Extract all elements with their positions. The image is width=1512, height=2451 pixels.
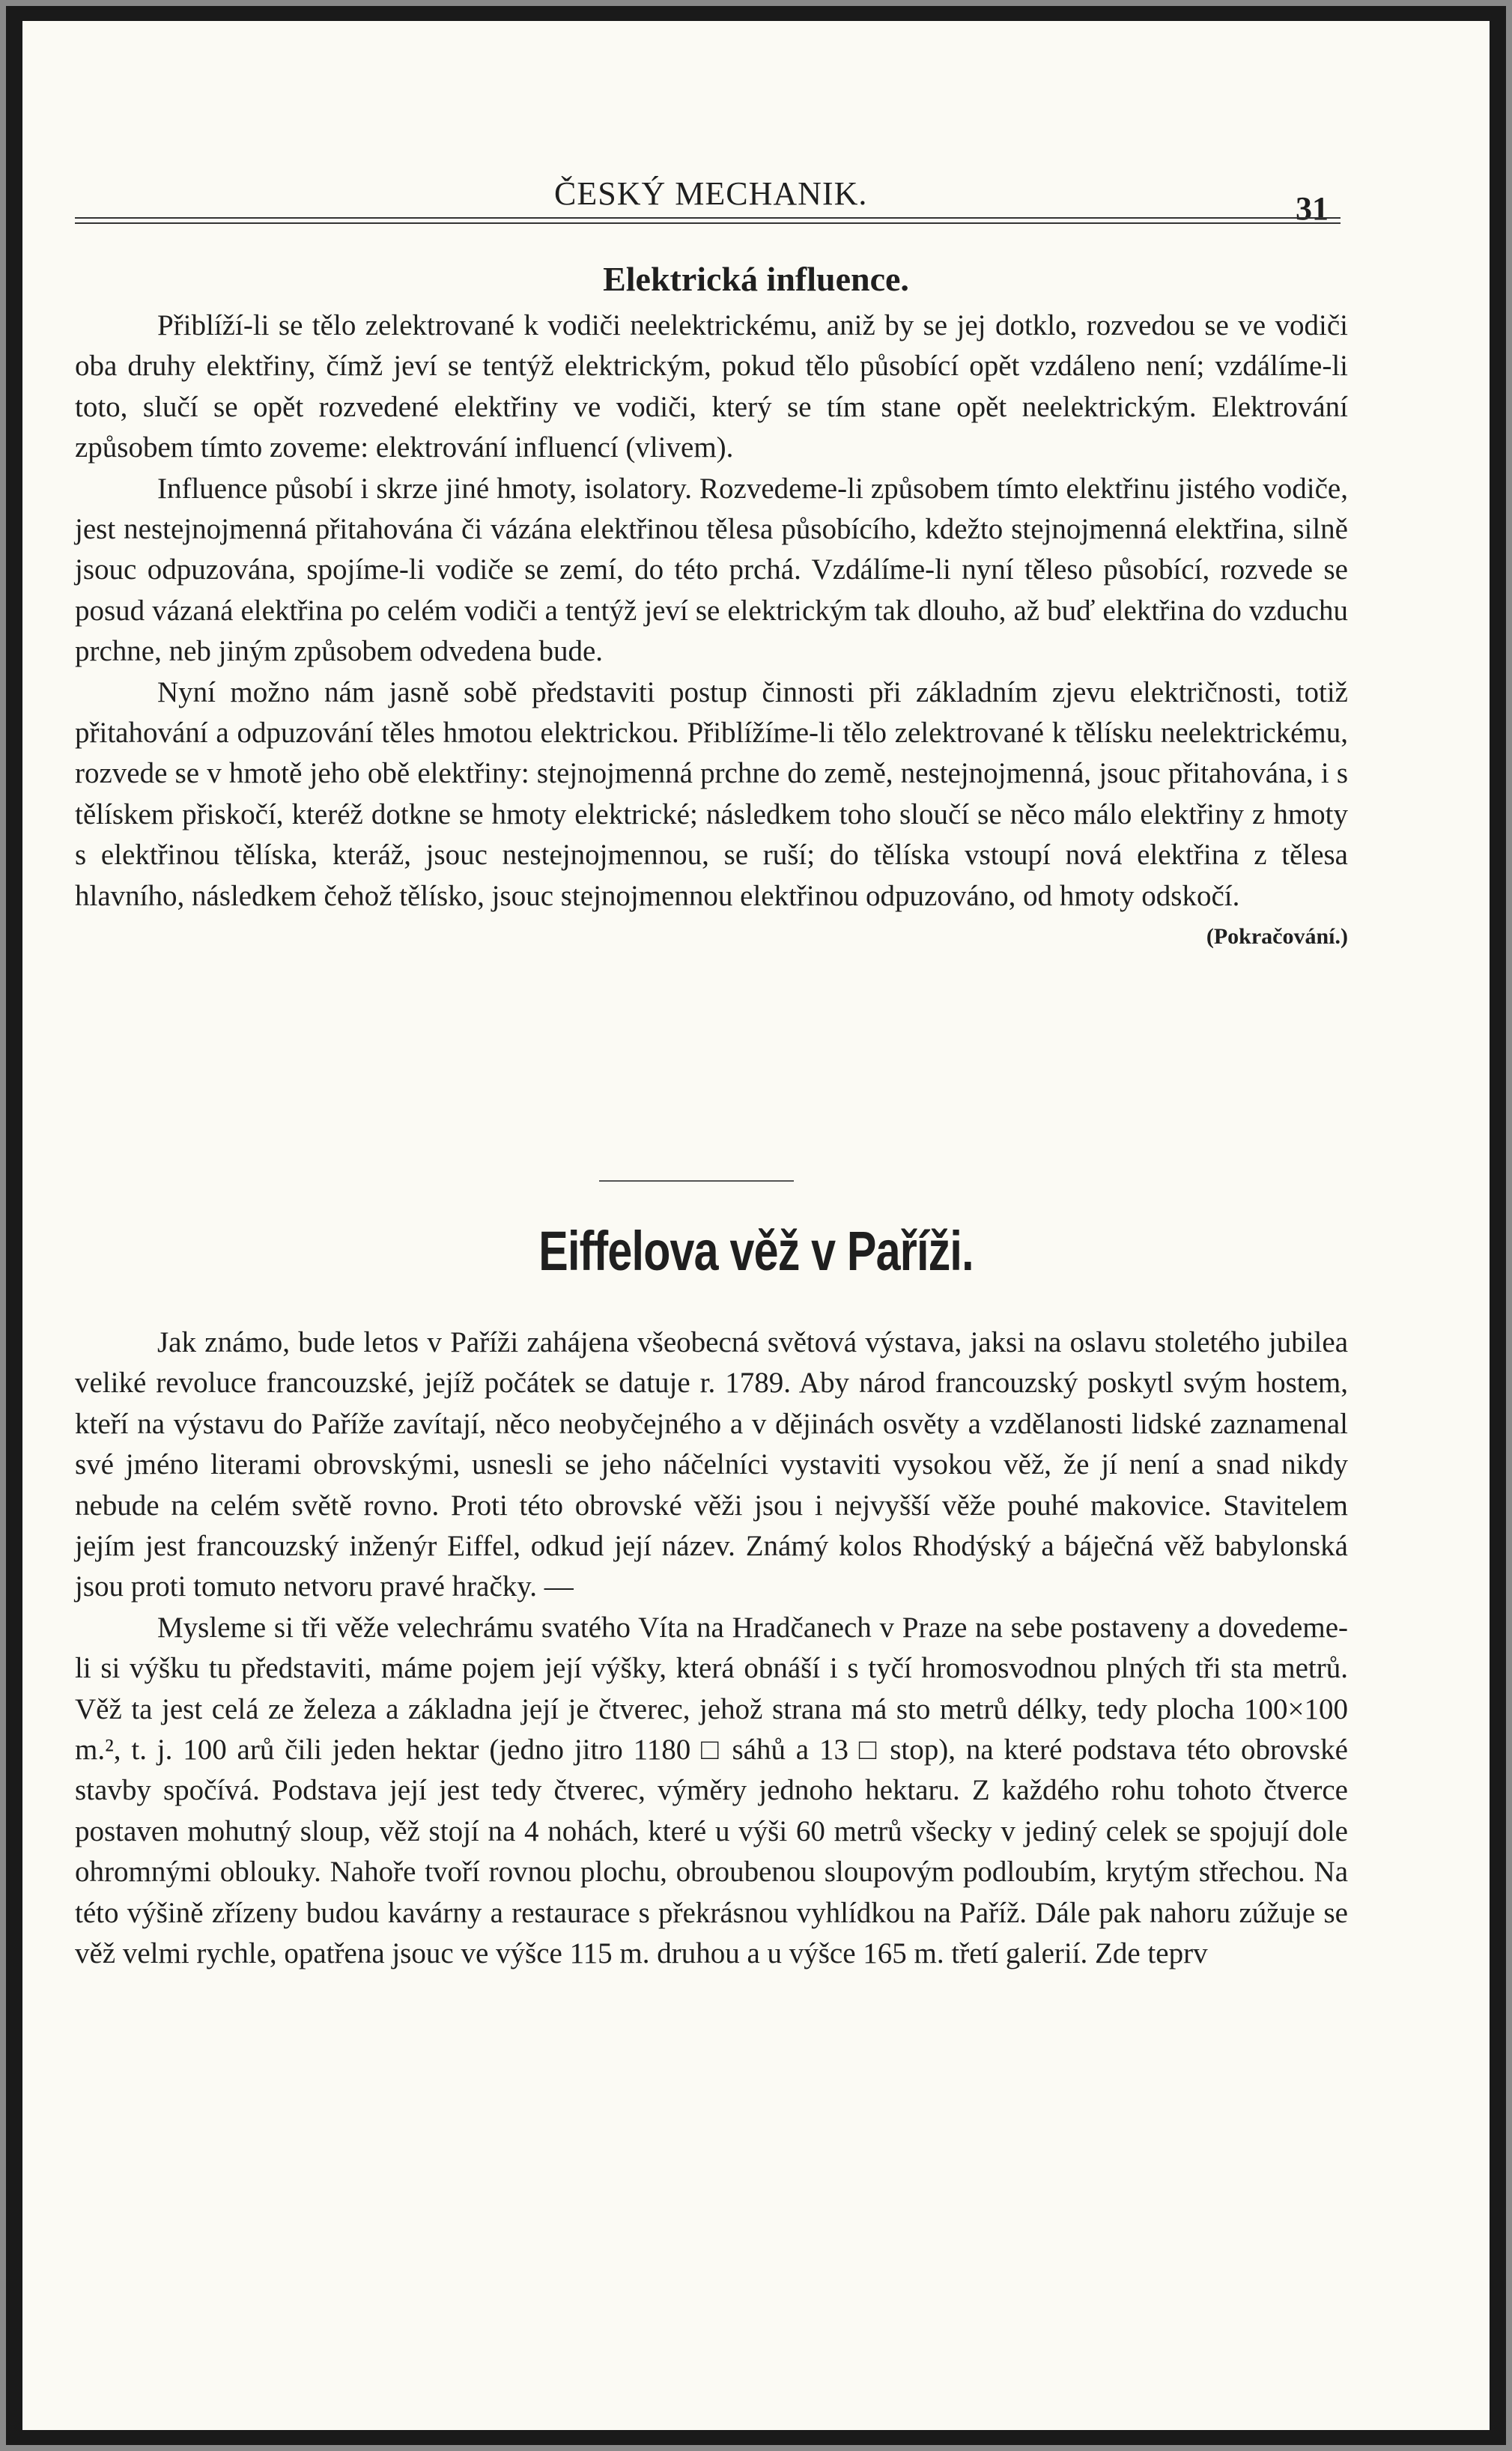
section-body-eiffel: [75, 1322, 1348, 1975]
section-title-eiffel: Eiffelova věž v Paříži.: [538, 1220, 974, 1282]
page-number: 31: [1296, 190, 1329, 227]
running-header-title: ČESKÝ MECHANIK.: [554, 175, 868, 212]
section-body-influence: [75, 306, 1348, 958]
section-title-influence: Elektrická influence.: [603, 260, 909, 298]
paragraph: Influence působí i skrze jiné hmoty, isolatory. Rozvedeme-li způsobem tímto elektřinu jistého vodiče, jest nestejnojmenná přitahována či vázána elektřinou tělesa působícího, kdežto stejnojmenná elektřina, silně jsouc odpuzována, spojíme-li vodiče se zemí, do této prchá. Vzdálíme-li nyní těleso působící, rozvede se posud vázaná elektřina po celém vodiči a tentýž jeví se elektrickým tak dlouho, až buď elektřina do vzduchu prchne, neb jiným způsobem odvedena bude.: [75, 472, 1348, 668]
paragraph-text: Nyní možno nám jasně sobě představiti postup činnosti při základním zjevu električnosti, totiž přitahování a odpuzování těles hmotou elektrickou. Přiblížíme-li tělo zelektrované k tělísku neelektrickému, rozvede se v hmotě jeho obě elektřiny: stejnojmenná prchne do země, nestejnojmenná, jsouc přitahována, i s tělískem přiskočí, kteréž dotkne se hmoty elektrické; následkem toho sloučí se něco málo elektřiny z hmoty s elektřinou tělíska, kteráž, jsouc nestejnojmennou, se ruší; do tělíska vstoupí nová elektřina z tělesa hlavního, následkem čehož tělísko, jsouc stejnojmennou elektřinou odpuzováno, od hmoty odskočí.: [75, 675, 1348, 912]
page-frame: [6, 6, 1506, 2445]
header-rule: [75, 217, 1341, 224]
paragraph: [75, 672, 1348, 950]
paragraph: Jak známo, bude letos v Paříži zahájena všeobecná světová výstava, jaksi na oslavu stoletého jubilea veliké revoluce francouzské, jejíž počátek se datuje r. 1789. Aby národ francouzský poskytl svým hostem, kteří na výstavu do Paříže zavítají, něco neobyčejného a v dějinách osvěty a vzdělanosti lidské zaznamenal své jméno literami obrovskými, usnesli se jeho náčelníci vystaviti vysokou věž, že jí není a snad nikdy nebude na celém světě rovno. Proti této obrovské věži jsou i nejvyšší věže pouhé makovice. Stavitelem jejím jest francouzský inženýr Eiffel, odkud její název. Známý kolos Rhodýský a báječná věž babylonská jsou proti tomuto netvoru pravé hračky. —: [75, 1326, 1348, 1603]
section-divider: [599, 1180, 794, 1182]
paragraph: Přiblíží-li se tělo zelektrované k vodiči neelektrickému, aniž by se jej dotklo, rozvedou se ve vodiči oba druhy elektřiny, čímž jeví se tentýž elektrickým, pokud tělo působící opět vzdáleno není; vzdálíme-li toto, slučí se opět rozvedené elektřiny ve vodiči, který se tím stane opět neelektrickým. Elektrování způsobem tímto zoveme: elektrování influencí (vlivem).: [75, 309, 1348, 464]
paragraph: Mysleme si tři věže velechrámu svatého Víta na Hradčanech v Praze na sebe postaveny a dovedeme-li si výšku tu představiti, máme pojem její výšky, která obnáší i s tyčí hromosvodnou plných tři sta metrů. Věž ta jest celá ze železa a základna její je čtverec, jehož strana má sto metrů délky, tedy plocha 100×100 m.², t. j. 100 arů čili jeden hektar (jedno jitro 1180 □ sáhů a 13 □ stop), na které podstava této obrovské stavby spočívá. Podstava její jest tedy čtverec, výměry jednoho hektaru. Z každého rohu tohoto čtverce postaven mohutný sloup, věž stojí na 4 nohách, které u výši 60 metrů všecky v jediný celek se spojují dole ohromnými oblouky. Nahoře tvoří rovnou plochu, obroubenou sloupovým podloubím, krytým střechou. Na této výšině zřízeny budou kavárny a restaurace s překrásnou vyhlídkou na Paříž. Dále pak nahoru zúžuje se věž velmi rychle, opatřena jsouc ve výšce 115 m. druhou a u výšce 165 m. třetí galerií. Zde teprv: [75, 1611, 1348, 1970]
continued-note: (Pokračování.): [1206, 924, 1348, 950]
document-page: [22, 21, 1490, 2430]
